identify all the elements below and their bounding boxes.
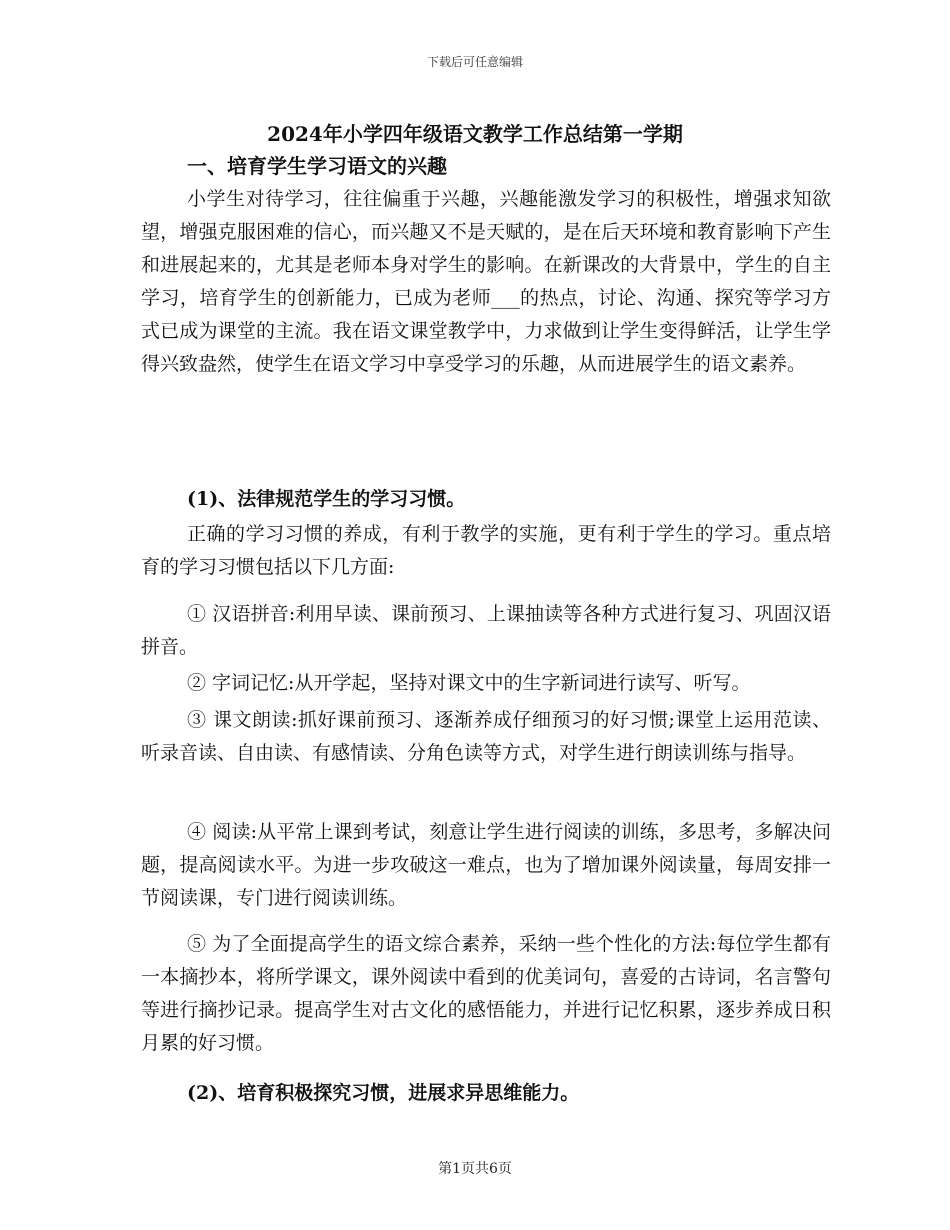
paragraph-1: 小学生对待学习，往往偏重于兴趣，兴趣能激发学习的积极性，增强求知欲望，增强克服困难的信心，而兴趣又不是天赋的，是在后天环境和教育影响下产生和进展起来的，尤其是老师本身对学生的影响。在新课改的大背景中，学生的自主学习，培育学生的创新能力，已成为老师___的热点，讨论、沟通、探究等学习方式已成为课堂的主流。我在语文课堂教学中，力求做到让学生变得鲜活，让学生学得兴致盎然，使学生在语文学习中享受学习的乐趣，从而进展学生的语文素养。 <box>141 188 831 375</box>
list-item-5: ⑤ 为了全面提高学生的语文综合素养，采纳一些个性化的方法:每位学生都有一本摘抄本，将所学课文，课外阅读中看到的优美词句，喜爱的古诗词，名言警句等进行摘抄记录。提高学生对古文化的感悟能力，并进行记忆积累，逐步养成日积月累的好习惯。 <box>141 933 831 1054</box>
document-title: 2024年小学四年级语文教学工作总结第一学期 <box>267 122 683 146</box>
subsection-heading-1: (1)、法律规范学生的学习习惯。 <box>187 488 466 510</box>
list-item-4: ④ 阅读:从平常上课到考试，刻意让学生进行阅读的训练，多思考，多解决问题，提高阅读水平。为进一步攻破这一难点，也为了增加课外阅读量，每周安排一节阅读课，专门进行阅读训练。 <box>141 821 831 909</box>
list-item-3: ③ 课文朗读:抓好课前预习、逐渐养成仔细预习的好习惯;课堂上运用范读、听录音读、自由读、有感情读、分角色读等方式，对学生进行朗读训练与指导。 <box>141 709 831 764</box>
list-item-1: ① 汉语拼音:利用早读、课前预习、上课抽读等各种方式进行复习、巩固汉语拼音。 <box>141 603 831 658</box>
paragraph-2: 正确的学习习惯的养成，有利于教学的实施，更有利于学生的学习。重点培育的学习习惯包括以下几方面: <box>141 523 831 578</box>
subsection-heading-2: (2)、培育积极探究习惯，进展求异思维能力。 <box>187 1082 580 1104</box>
section-heading-1: 一、培育学生学习语文的兴趣 <box>187 154 447 178</box>
page-header: 下载后可任意编辑 <box>426 55 523 69</box>
page-footer: 第1页共6页 <box>438 1161 512 1177</box>
list-item-2: ② 字词记忆:从开学起，坚持对课文中的生字新词进行读写、听写。 <box>187 672 751 694</box>
